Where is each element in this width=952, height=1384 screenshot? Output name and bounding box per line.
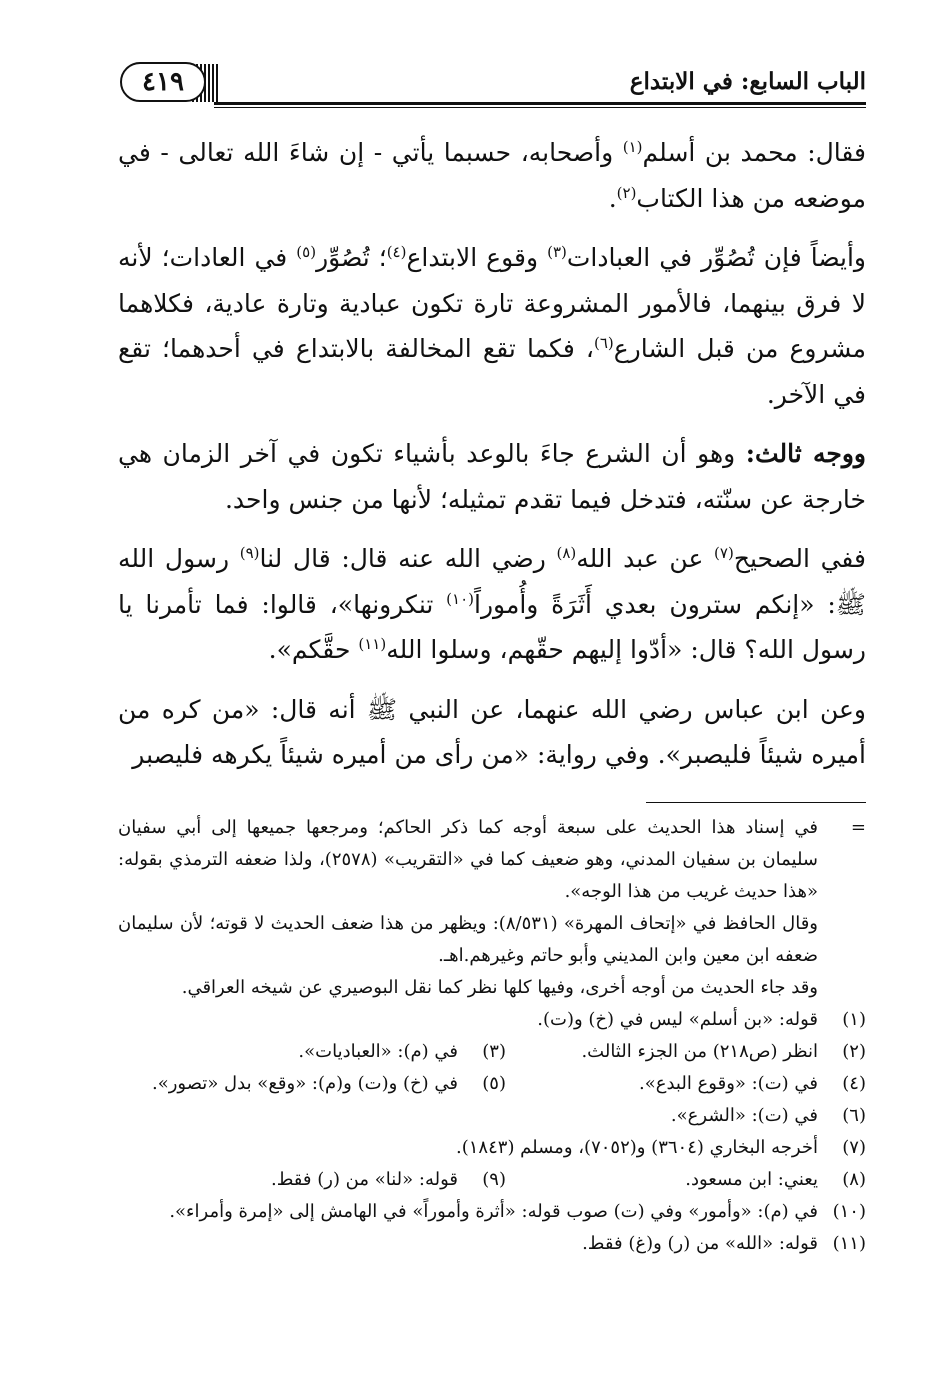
chapter-title: الباب السابع: في الابتداع [629,68,866,95]
footnote-11: (١١) قوله: «الله» من (ر) و(غ) فقط. [582,1233,866,1254]
footnote-ref-1[interactable]: (١) [622,138,643,156]
footnote-2: (٢) انظر (ص٢١٨) من الجزء الثالث. [581,1041,866,1062]
footnote-continuation [118,812,866,1004]
paragraph-1: فقال: محمد بن أسلم$^{(١)}$ وأصحابه، حسبما يأتي - إن شاءَ الله تعالى - في موضعه من هذا الكتاب$^{(٢)}$. [118,138,867,213]
footnote-row [118,1068,866,1100]
section-lead: ووجه ثالث: [745,439,866,468]
page-number: ٤١٩ [120,62,206,102]
footnote-separator [646,802,866,803]
header-rule [214,102,866,105]
footnote-1: (١) قوله: «بن أسلم» ليس في (خ) و(ت). [537,1009,866,1030]
footnote-row [118,1036,866,1068]
footnote-ref-9[interactable]: (٩) [239,544,260,562]
footnote-4: (٤) في (ت): «وقوع البدع». [638,1073,866,1094]
paragraph-4: ففي الصحيح$^{(٧)}$ عن عبد الله$^{(٨)}$ رضي الله عنه قال: قال لنا$^{(٩)}$ رسول الله ﷺ: «إنكم سترون بعدي أَثَرَةً وأُموراً$^{(١٠)}$ تنكرونها»، قالوا: فما تأمرنا يا رسول الله؟ قال: «أدّوا إليهم حقّهم، وسلوا الله$^{(١١)}$ حقَّكم». [118,544,866,664]
paragraph-5: وعن ابن عباس رضي الله عنهما، عن النبي ﷺ أنه قال: «من كره من أميره شيئاً فليصبر». وفي رواية: «من رأى من أميره شيئاً يكرهه فليصبر [118,694,866,769]
footnote-ref-7[interactable]: (٧) [714,544,734,562]
footnote-row [118,1004,866,1036]
footnote-ref-2[interactable]: (٢) [616,183,637,202]
footnote-ref-3[interactable]: (٣) [547,243,567,261]
page-header [118,58,866,110]
footnote-row [118,1164,866,1196]
paragraph-2: وأيضاً فإن تُصُوِّر في العبادات$^{(٣)}$ وقوع الابتداع$^{(٤)}$؛ تُصُوِّر$^{(٥)}$ في العادات؛ لأنه لا فرق بينهما، فالأمور المشروعة تارة تكون عبادية وتارة عادية، فكلاهما مشروع من قبل الشارع$^{(٦)}$، فكما تقع المخالفة بالابتداع في أحدهما؛ تقع في الآخر. [118,243,866,409]
footnote-8: (٨) يعني: ابن مسعود. [685,1169,866,1190]
main-text [118,130,866,792]
footnote-6: (٦) في (ت): «الشرع». [670,1105,866,1126]
footnote-row [118,1132,866,1164]
header-rule-thin [214,107,866,108]
footnotes [118,812,866,1260]
footnote-row [118,1100,866,1132]
footnote-ref-11[interactable]: (١١) [358,635,387,653]
continuation-line: في إسناد هذا الحديث على سبعة أوجه كما ذكر الحاكم؛ ومرجعها جميعها إلى أبي سفيان سليمان بن سفيان المدني، وهو ضعيف كما في «التقريب» (٢٥٧٨)، ولذا ضعفه الترمذي بقوله: «هذا حديث غريب من هذا الوجه». [118,817,818,902]
footnote-row [118,1228,866,1260]
footnote-ref-5[interactable]: (٥) [296,243,317,261]
footnote-3: (٣) في (م): «العباديات». [298,1041,506,1062]
footnote-5: (٥) في (خ) و(ت) و(م): «وقع» بدل «تصور». [151,1073,506,1094]
footnote-row [118,1196,866,1228]
footnote-10: (١٠) في (م): «وأمور» وفي (ت) صوب قوله: «أثرة وأموراً» في الهامش إلى «إمرة وأمراء». [169,1201,866,1222]
continuation-mark: = [850,817,866,838]
footnote-ref-6[interactable]: (٦) [593,334,614,352]
footnote-7: (٧) أخرجه البخاري (٣٦٠٤) و(٧٠٥٢)، ومسلم (١٨٤٣). [456,1137,866,1158]
footnote-ref-8[interactable]: (٨) [556,544,577,562]
continuation-line: وقد جاء الحديث من أوجه أخرى، وفيها كلها نظر كما نقل البوصيري عن شيخه العراقي. [181,977,818,998]
paragraph-3: ووجه ثالث: وهو أن الشرع جاءَ بالوعد بأشياء تكون في آخر الزمان هي خارجة عن سنّته، فتدخل فيما تقدم تمثيله؛ لأنها من جنس واحد. [118,439,866,514]
footnote-ref-10[interactable]: (١٠) [446,589,475,608]
footnote-9: (٩) قوله: «لنا» من (ر) فقط. [270,1169,506,1190]
footnote-ref-4[interactable]: (٤) [386,243,407,261]
continuation-line: وقال الحافظ في «إتحاف المهرة» (٨/٥٣١): ويظهر من هذا ضعف الحديث لا قوته؛ لأن سليمان ضعفه ابن معين وابن المديني وأبو حاتم وغيرهم.اهـ. [118,913,818,966]
